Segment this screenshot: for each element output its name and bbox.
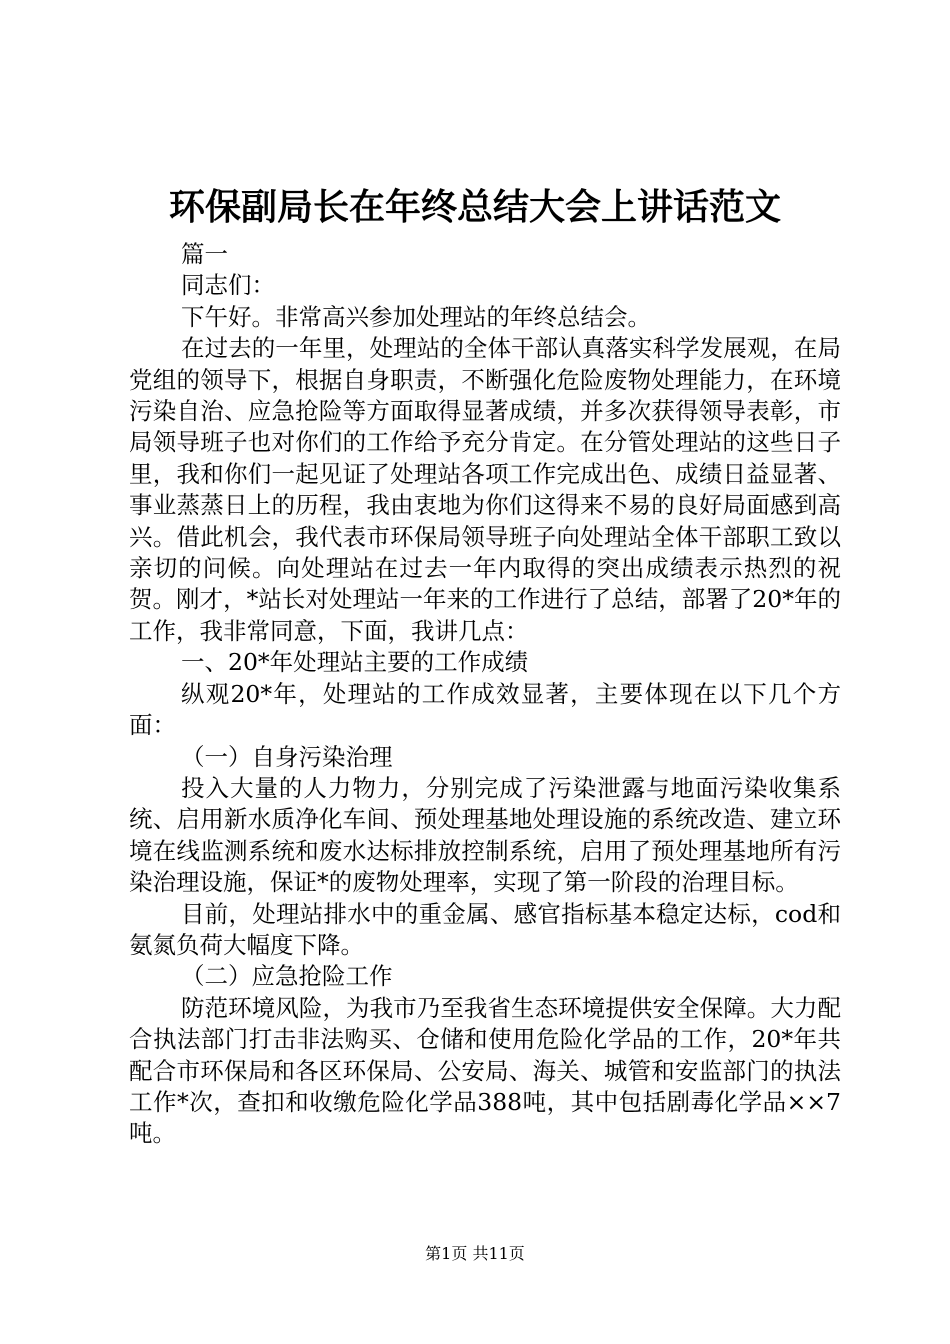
subsection-heading: （二）应急抢险工作	[181, 962, 393, 991]
section-heading: 一、20*年处理站主要的工作成绩	[181, 648, 529, 677]
subsection-heading: （一）自身污染治理	[181, 742, 393, 771]
document-body	[129, 239, 841, 1150]
page-footer: 第1页 共11页	[425, 1244, 525, 1263]
body-paragraph: 投入大量的人力物力，分别完成了污染泄露与地面污染收集系统、启用新水质净化车间、预处理基地处理设施的系统改造、建立环境在线监测系统和废水达标排放控制系统，启用了预处理基地所有污染治理设施，保证*的废物处理率，实现了第一阶段的治理目标。	[129, 773, 841, 897]
section-heading-part-one: 篇一	[181, 240, 228, 268]
body-paragraph: 在过去的一年里，处理站的全体干部认真落实科学发展观，在局党组的领导下，根据自身职责，不断强化危险废物处理能力，在环境污染自治、应急抢险等方面取得显著成绩，并多次获得领导表彰，市局领导班子也对你们的工作给予充分肯定。在分管处理站的这些日子里，我和你们一起见证了处理站各项工作完成出色、成绩日益显著、事业蒸蒸日上的历程，我由衷地为你们这得来不易的良好局面感到高兴。借此机会，我代表市环保局领导班子向处理站全体干部职工致以亲切的问候。向处理站在过去一年内取得的突出成绩表示热烈的祝贺。刚才，*站长对处理站一年来的工作进行了总结，部署了20*年的工作，我非常同意，下面，我讲几点：	[129, 334, 841, 645]
body-paragraph: 目前，处理站排水中的重金属、感官指标基本稳定达标，cod和氨氮负荷大幅度下降。	[129, 899, 841, 959]
body-paragraph: 纵观20*年，处理站的工作成效显著，主要体现在以下几个方面：	[129, 679, 841, 740]
document-title: 环保副局长在年终总结大会上讲话范文	[168, 187, 781, 228]
greeting-paragraph: 下午好。非常高兴参加处理站的年终总结会。	[181, 302, 651, 331]
body-paragraph: 防范环境风险，为我市乃至我省生态环境提供安全保障。大力配合执法部门打击非法购买、仓储和使用危险化学品的工作，20*年共配合市环保局和各区环保局、公安局、海关、城管和安监部门的执法工作*次，查扣和收缴危险化学品388吨，其中包括剧毒化学品××7吨。	[129, 993, 841, 1148]
salutation: 同志们：	[181, 271, 275, 300]
